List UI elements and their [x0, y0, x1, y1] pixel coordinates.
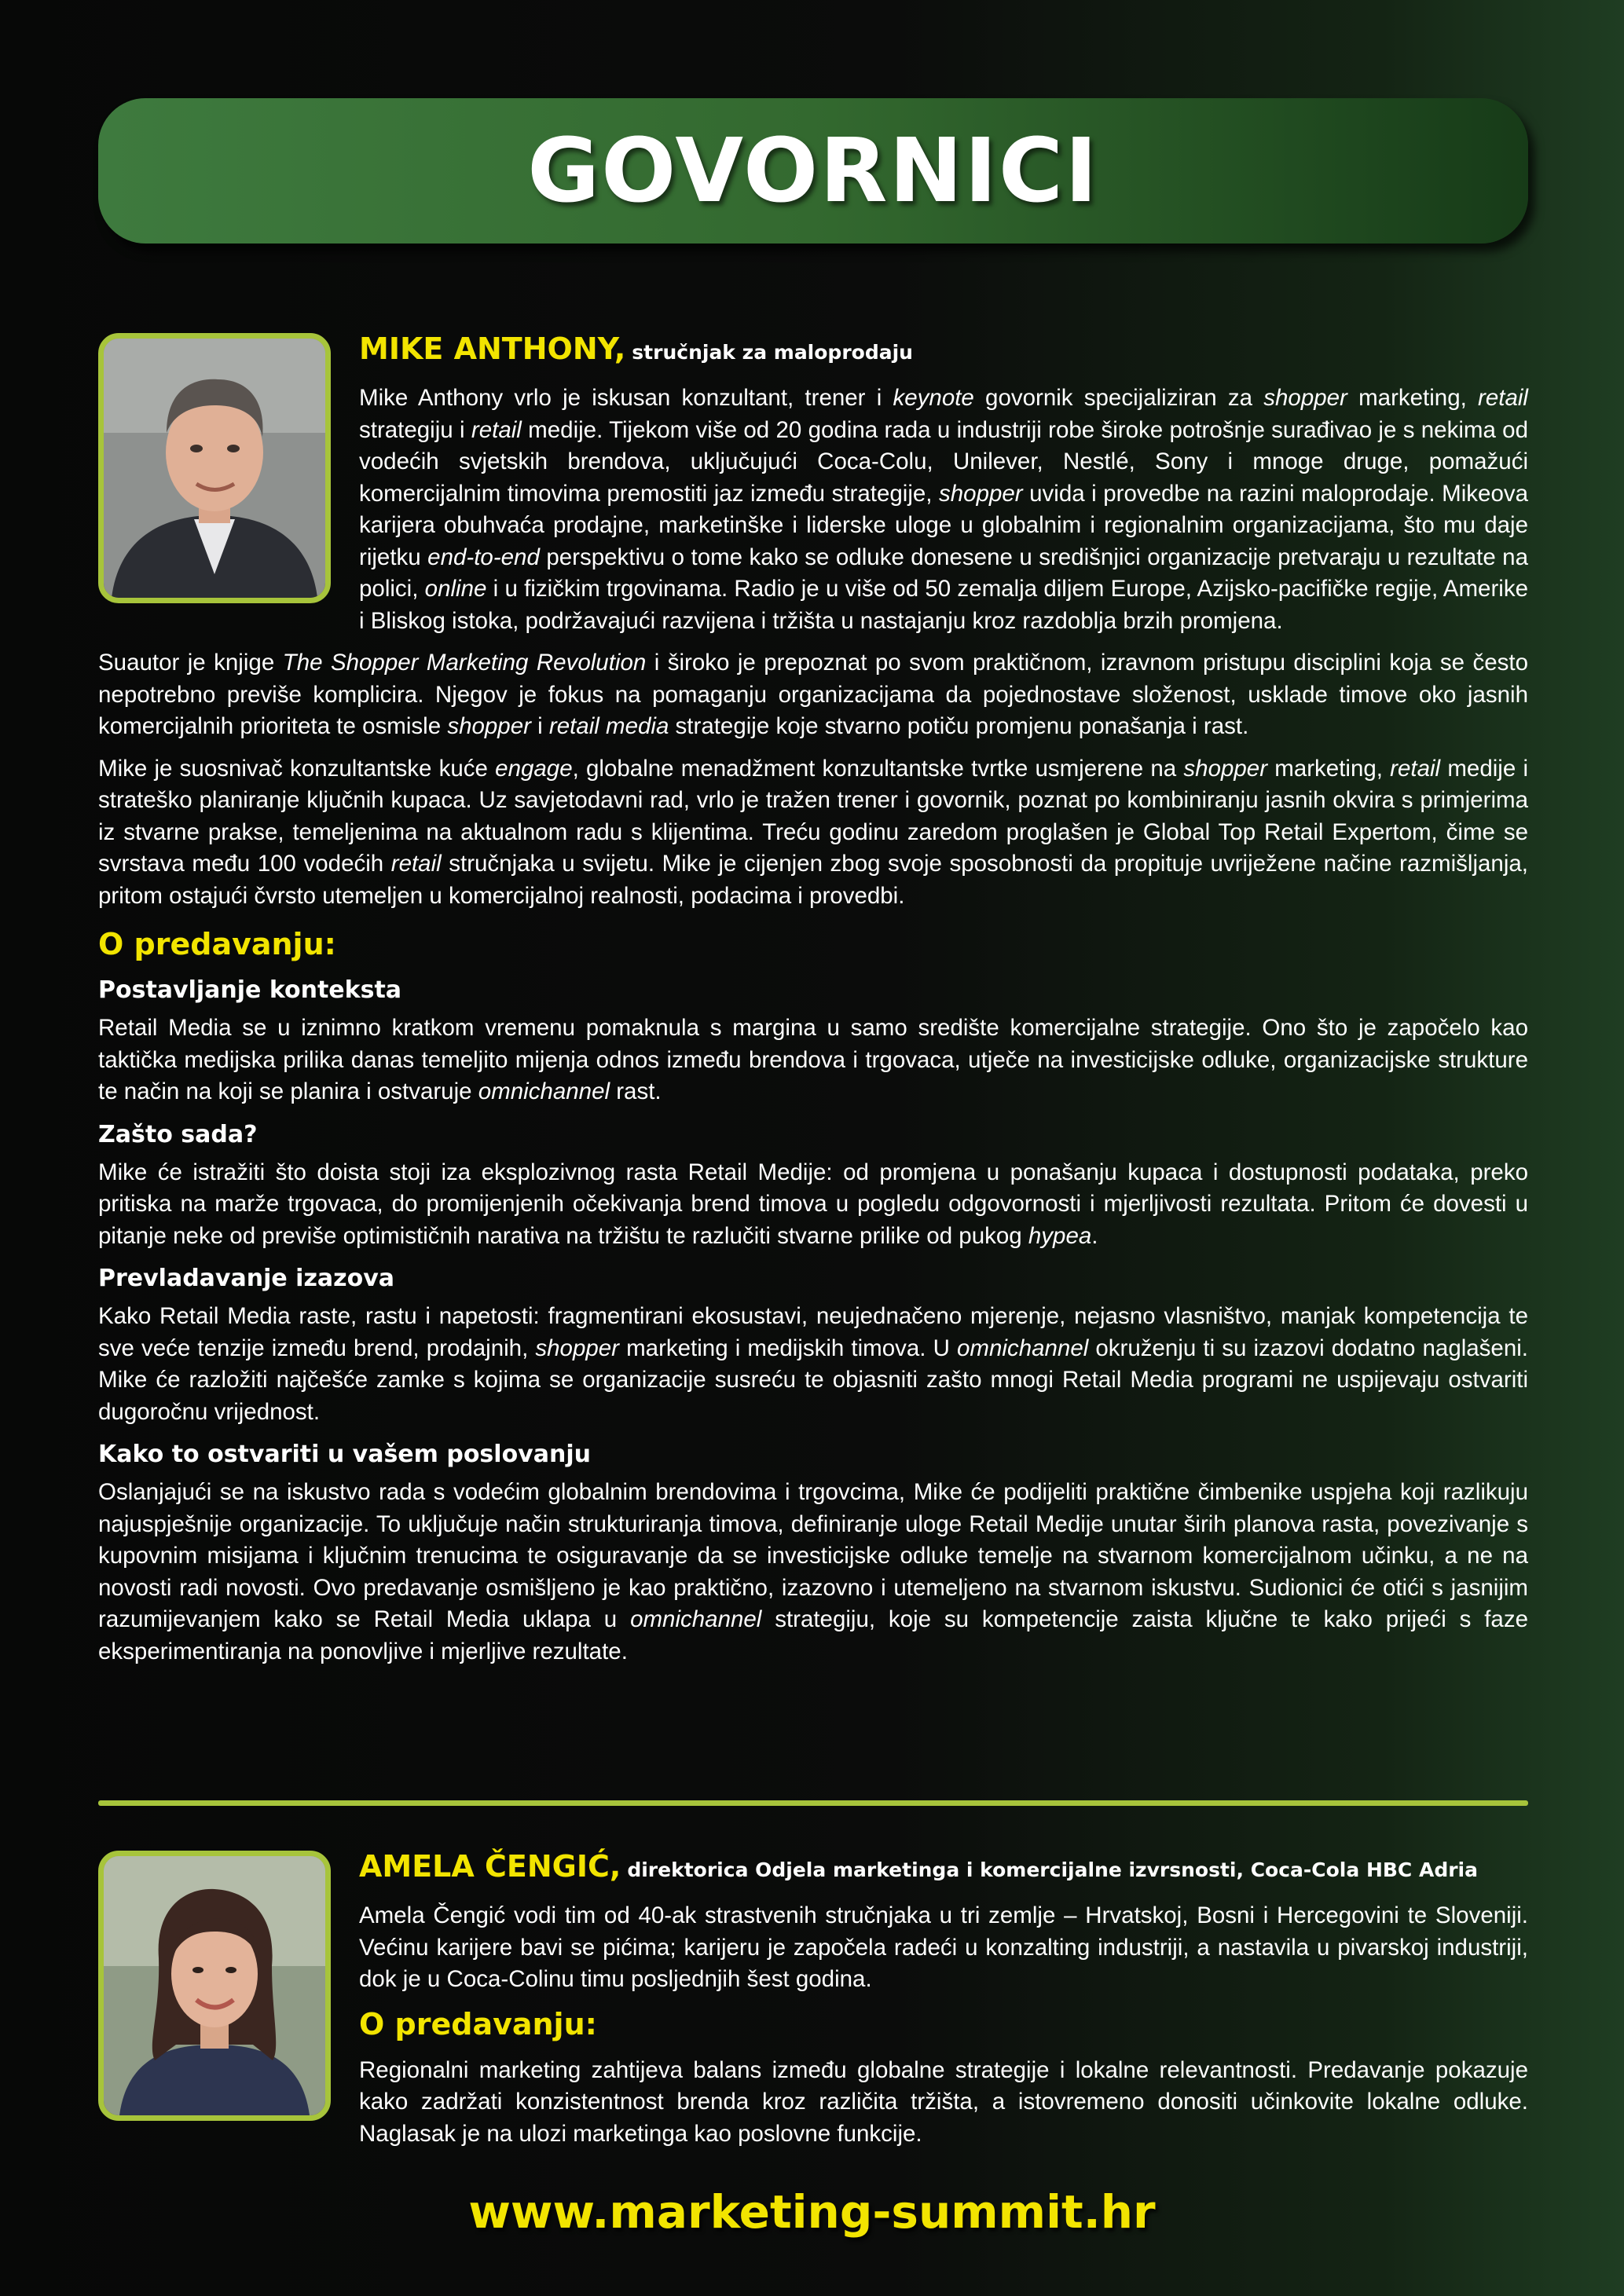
speaker-photo-mike [98, 333, 331, 603]
italic-term: shopper [1263, 385, 1347, 411]
lecture-paragraph: Oslanjajući se na iskustvo rada s vodećim globalnim brendovima i trgovcima, Mike će podijeliti praktične čimbenike uspjeha koji razlikuju najuspješnije organizacije. To uključuje način strukturiranja timova, definiranje uloge Retail Medije unutar širih planova rasta, povezivanje s kupovnim misijama i ključnim trenucima te osiguravanje da se investicijske odluke temelje na stvarnom komercijalnom učinku, a ne na novosti radi novosti. Ovo predavanje osmišljeno je kao praktično, izazovno i utemeljeno na stvarnom iskustvu. Sudionici će otići s jasnijim razumijevanjem kako se Retail Media uklapa u omnichannel strategiju, koje su kompetencije zaista ključne te kako prijeći s faze eksperimentiranja na ponovljive i mjerljive rezultate. [98, 1479, 1528, 1664]
lecture-title: O predavanju: [98, 927, 336, 961]
bio-paragraph: Mike Anthony vrlo je iskusan konzultant, trener i keynote govornik specijaliziran za shopper marketing, retail strategiju i retail medije. Tijekom više od 20 godina rada u industriji robe široke potrošnje surađivao je s nekima od vodećih svjetskih brendova, uključujući Coca-Colu, Unilever, Nestlé, Sony i mnoge druge, pomažući komercijalnim timovima premostiti jaz između strategije, shopper uvida i provedbe na razini maloprodaje. Mikeova karijera obuhvaća prodajne, marketinške i liderske uloge u globalnim i regionalnim organizacijama, što mu daje rijetku end-to-end perspektivu o tome kako se odluke donesene u središnjici organizacije pretvaraju u rezultate na polici, online i u fizičkim trgovinama. Radio je u više od 50 zemalja diljem Europe, Azijsko-pacifičke regije, Amerike i Bliskog istoka, podržavajući razvijena i tržišta u nastajanju kroz razdoblja brzih promjena. [359, 385, 1529, 634]
speaker-name: AMELA ČENGIĆ, [359, 1849, 621, 1884]
speaker-name: MIKE ANTHONY, [359, 331, 626, 366]
lecture-subheading: Prevladavanje izazova [98, 1265, 395, 1292]
italic-term: end-to-end [427, 544, 540, 570]
portrait-man-icon [104, 339, 325, 598]
italic-term: shopper [447, 713, 531, 739]
italic-term: engage [495, 755, 573, 782]
italic-term: shopper [939, 480, 1023, 507]
italic-term: shopper [1183, 755, 1268, 782]
lecture-paragraph: Retail Media se u iznimno kratkom vremenu pomaknula s margina u samo središte komercijalne strategije. Ono što je započelo kao taktička medijska prilika danas temeljito mijenja odnos između brendova i trgovaca, utječe na investicijske odluke, organizacijske strukture te način na koji se planira i ostvaruje omnichannel rast. [98, 1015, 1528, 1104]
speaker-photo-amela [98, 1851, 331, 2121]
bio-paragraph: Mike je suosnivač konzultantske kuće engage, globalne menadžment konzultantske tvrtke usmjerene na shopper marketing, retail medije i strateško planiranje ključnih kupaca. Uz savjetodavni rad, vrlo je tražen trener i govornik, poznat po kombiniranju jasnih okvira s primjerima iz stvarne prakse, temeljenima na aktualnom radu s klijentima. Treću godinu zaredom proglašen je Global Top Retail Expertom, čime se svrstava među 100 vodećih retail stručnjaka u svijetu. Mike je cijenjen zbog svoje sposobnosti da propituje uvriježene načine razmišljanja, pritom ostajući čvrsto utemeljen u komercijalnoj realnosti, podacima i provedbi. [98, 755, 1528, 909]
section-divider [98, 1800, 1528, 1806]
italic-term: omnichannel [630, 1606, 762, 1632]
lecture-title: O predavanju: [359, 2006, 597, 2041]
italic-term: shopper [535, 1335, 619, 1361]
italic-term: keynote [893, 385, 974, 411]
italic-term: The Shopper Marketing Revolution [282, 650, 647, 676]
website-url[interactable]: www.marketing-summit.hr [468, 2185, 1156, 2239]
lecture-subheading: Postavljanje konteksta [98, 976, 402, 1004]
italic-term: omnichannel [957, 1335, 1089, 1361]
italic-term: retail [1478, 385, 1528, 411]
lecture-paragraph: Mike će istražiti što doista stoji iza eksplozivnog rasta Retail Medije: od promjena u ponašanju kupaca i dostupnosti podataka, preko pritiska na marže trgovaca, do promijenjenih očekivanja brend timova u pogledu odgovornosti i mjerljivosti rezultata. Pritom će dovesti u pitanje neke od previše optimističnih narativa na tržištu te razlučiti stvarne prilike od pukog hypea. [98, 1159, 1528, 1249]
italic-term: retail [471, 416, 522, 443]
lecture-text: Regionalni marketing zahtijeva balans između globalne strategije i lokalne relevantnosti. Predavanje pokazuje kako zadržati konzistentnost brenda kroz različita tržišta, a istovremeno donositi učinkovite lokalne odluke. Naglasak je na ulozi marketinga kao poslovne funkcije. [359, 2056, 1528, 2147]
page-title: GOVORNICI [527, 119, 1099, 222]
italic-term: hypea [1028, 1222, 1092, 1249]
speaker-section-mike [98, 330, 1528, 1678]
speaker-bio: Amela Čengić vodi tim od 40-ak strastvenih stručnjaka u tri zemlje – Hrvatskoj, Bosni i Hercegovini te Sloveniji. Većinu karijere bavi se pićima; karijeru je započela radeći u konzalting industriji, a nastavila u pivarskoj industriji, dok je u Coca-Colinu timu posljednjih šest godina. [359, 1902, 1528, 1992]
speaker-section-amela [98, 1847, 1528, 2160]
speaker-role: direktorica Odjela marketinga i komercijalne izvrsnosti, Coca-Cola HBC Adria [627, 1858, 1478, 1881]
italic-term: online [424, 576, 487, 602]
italic-term: retail [1390, 755, 1441, 782]
speaker-role: stručnjak za maloprodaju [632, 341, 913, 364]
lecture-subheading: Zašto sada? [98, 1120, 258, 1148]
header-banner [98, 98, 1528, 244]
lecture-paragraph: Kako Retail Media raste, rastu i napetosti: fragmentirani ekosustavi, neujednačeno mjerenje, nejasno vlasništvo, manjak kompetencija te sve veće tenzije između brend, prodajnih, shopper marketing i medijskih timova. U omnichannel okruženju ti su izazovi dodatno naglašeni. Mike će razložiti najčešće zamke s kojima se organizacije susreću te objasniti zašto mnogi Retail Media programi ne uspijevaju ostvariti dugoročnu vrijednost. [98, 1303, 1528, 1425]
bio-paragraph: Suautor je knjige The Shopper Marketing Revolution i široko je prepoznat po svom praktičnom, izravnom pristupu disciplini koja se često nepotrebno previše komplicira. Njegov je fokus na pomaganju organizacijama da pojednostave složenost, usklade timove oko jasnih komercijalnih prioriteta te osmisle shopper i retail media strategije koje stvarno potiču promjenu ponašanja i rast. [98, 650, 1528, 739]
lecture-content [98, 975, 1528, 1668]
portrait-woman-icon [104, 1856, 325, 2115]
italic-term: retail media [548, 713, 669, 739]
italic-term: retail [390, 851, 442, 877]
lecture-subheading: Kako to ostvariti u vašem poslovanju [98, 1441, 591, 1468]
italic-term: omnichannel [478, 1078, 610, 1104]
